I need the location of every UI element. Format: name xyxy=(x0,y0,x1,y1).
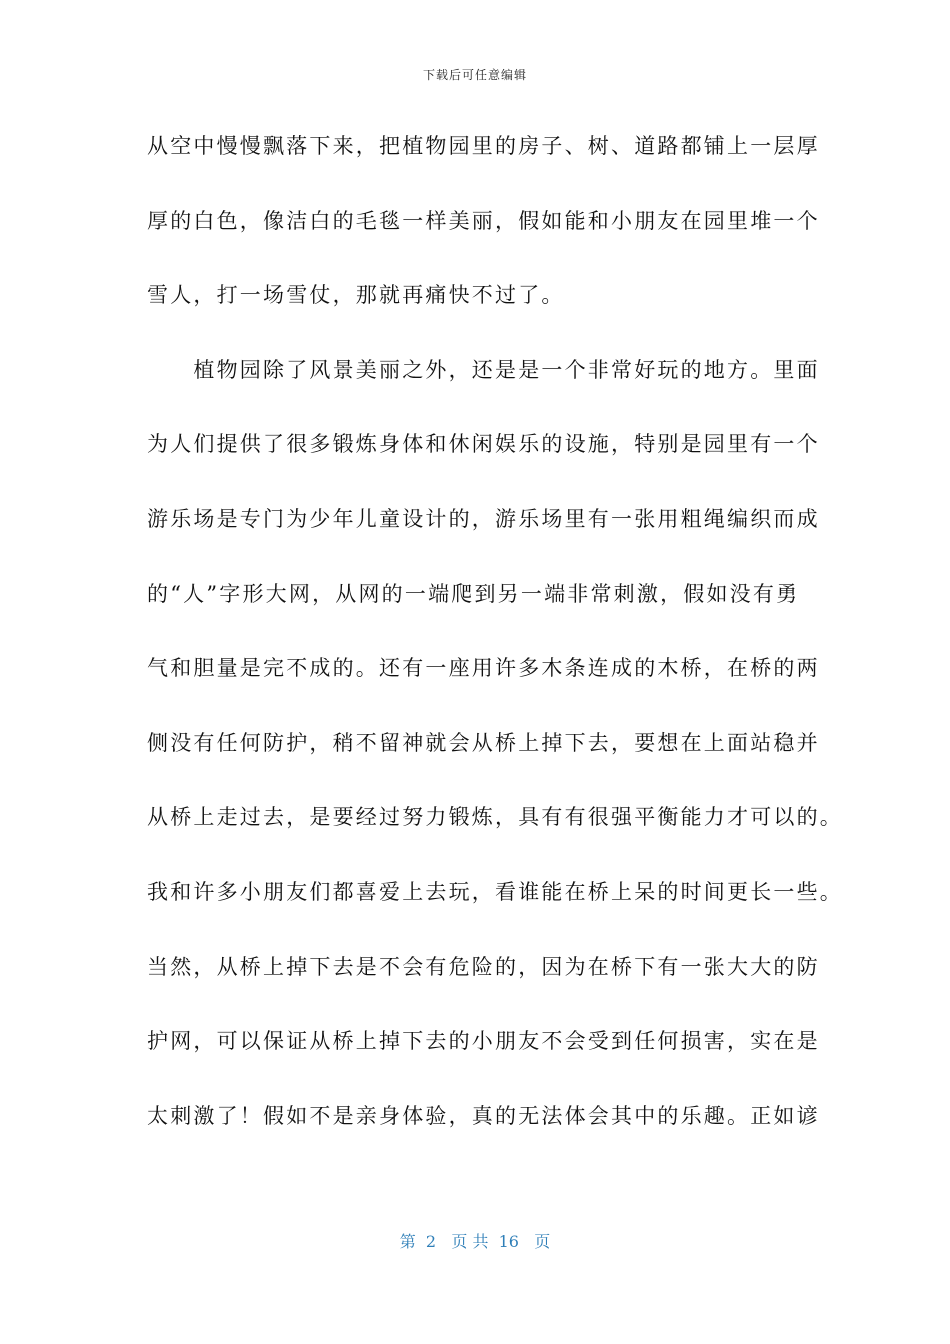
document-body xyxy=(147,126,843,1170)
page-header: 下载后可任意编辑 xyxy=(422,68,527,82)
text-line: 厚的白色，像洁白的毛毯一样美丽，假如能和小朋友在园里堆一个 xyxy=(147,208,820,233)
text-line: 从桥上走过去，是要经过努力锻炼，具有有很强平衡能力才可以的。 xyxy=(147,805,843,830)
text-line: 气和胆量是完不成的。还有一座用许多木条连成的木桥，在桥的两 xyxy=(147,656,820,681)
page-number-footer: 第 2 页 共 16 页 xyxy=(399,1232,551,1251)
text-line: 护网，可以保证从桥上掉下去的小朋友不会受到任何损害，实在是 xyxy=(147,1029,820,1054)
text-line: 的“人”字形大网，从网的一端爬到另一端非常刺激，假如没有勇 xyxy=(147,581,800,606)
text-line: 植物园除了风景美丽之外，还是是一个非常好玩的地方。里面 xyxy=(147,357,820,382)
text-line: 太刺激了！假如不是亲身体验，真的无法体会其中的乐趣。正如谚 xyxy=(147,1103,820,1128)
text-line: 游乐场是专门为少年儿童设计的，游乐场里有一张用粗绳编织而成 xyxy=(147,506,820,531)
text-line: 我和许多小朋友们都喜爱上去玩，看谁能在桥上呆的时间更长一些。 xyxy=(147,879,843,904)
text-line: 侧没有任何防护，稍不留神就会从桥上掉下去，要想在上面站稳并 xyxy=(147,730,820,755)
text-line: 为人们提供了很多锻炼身体和休闲娱乐的设施，特别是园里有一个 xyxy=(147,432,820,457)
text-line: 当然，从桥上掉下去是不会有危险的，因为在桥下有一张大大的防 xyxy=(147,954,820,979)
text-line: 从空中慢慢飘落下来，把植物园里的房子、树、道路都铺上一层厚 xyxy=(147,134,820,158)
text-line: 雪人，打一场雪仗，那就再痛快不过了。 xyxy=(147,283,565,308)
